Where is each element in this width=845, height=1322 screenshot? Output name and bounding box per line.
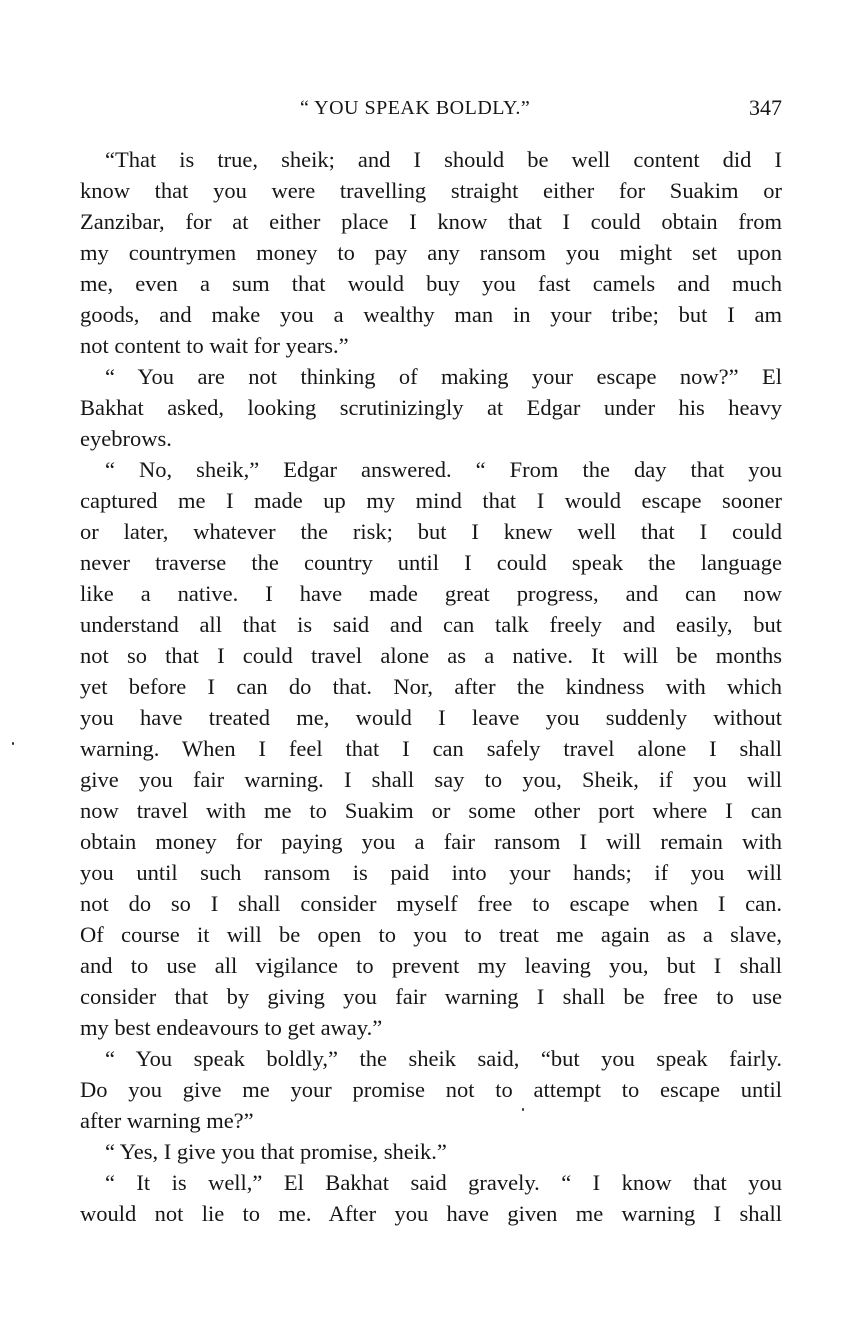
text-line: captured me I made up my mind that I would escape sooner: [80, 488, 782, 513]
text-line: “ You speak boldly,” the sheik said, “but you speak fairly.: [105, 1046, 782, 1071]
text-line: my countrymen money to pay any ransom you might set upon: [80, 240, 782, 265]
text-line: “That is true, sheik; and I should be well content did I: [105, 147, 782, 172]
print-speck: [522, 1108, 524, 1111]
text-line: “ No, sheik,” Edgar answered. “ From the day that you: [105, 457, 782, 482]
running-title: “ YOU SPEAK BOLDLY.”: [300, 97, 531, 119]
text-line: and to use all vigilance to prevent my leaving you, but I shall: [80, 953, 782, 978]
running-head: [80, 93, 782, 123]
text-line: not so that I could travel alone as a native. It will be months: [80, 643, 782, 668]
text-line: understand all that is said and can talk freely and easily, but: [80, 612, 782, 637]
text-line: Do you give me your promise not to attempt to escape until: [80, 1077, 782, 1102]
text-line: or later, whatever the risk; but I knew well that I could: [80, 519, 782, 544]
text-line: me, even a sum that would buy you fast camels and much: [80, 271, 782, 296]
text-line: like a native. I have made great progress, and can now: [80, 581, 782, 606]
text-line: obtain money for paying you a fair ransom I will remain with: [80, 829, 782, 854]
text-line: not do so I shall consider myself free to escape when I can.: [80, 891, 782, 916]
body-text: [80, 144, 782, 1229]
text-line: yet before I can do that. Nor, after the kindness with which: [80, 674, 782, 699]
text-line: goods, and make you a wealthy man in your tribe; but I am: [80, 302, 782, 327]
text-line: you have treated me, would I leave you suddenly without: [80, 705, 782, 730]
text-line: Of course it will be open to you to treat me again as a slave,: [80, 922, 782, 947]
text-line: Bakhat asked, looking scrutinizingly at Edgar under his heavy: [80, 395, 782, 420]
text-line: never traverse the country until I could speak the language: [80, 550, 782, 575]
print-speck: [12, 742, 14, 745]
text-line: not content to wait for years.”: [80, 333, 349, 358]
text-line: consider that by giving you fair warning I shall be free to use: [80, 984, 782, 1009]
text-line: my best endeavours to get away.”: [80, 1015, 383, 1040]
text-line: after warning me?”: [80, 1108, 254, 1133]
text-line: eyebrows.: [80, 426, 172, 451]
text-line: “ Yes, I give you that promise, sheik.”: [105, 1139, 447, 1164]
text-line: warning. When I feel that I can safely travel alone I shall: [80, 736, 782, 761]
text-line: know that you were travelling straight either for Suakim or: [80, 178, 782, 203]
text-line: you until such ransom is paid into your hands; if you will: [80, 860, 782, 885]
text-line: “ It is well,” El Bakhat said gravely. “ I know that you: [105, 1170, 782, 1195]
text-line: would not lie to me. After you have given me warning I shall: [80, 1201, 782, 1226]
page-number: 347: [749, 95, 782, 120]
text-line: Zanzibar, for at either place I know that I could obtain from: [80, 209, 782, 234]
text-line: “ You are not thinking of making your escape now?” El: [105, 364, 782, 389]
text-line: give you fair warning. I shall say to you, Sheik, if you will: [80, 767, 782, 792]
text-line: now travel with me to Suakim or some other port where I can: [80, 798, 782, 823]
